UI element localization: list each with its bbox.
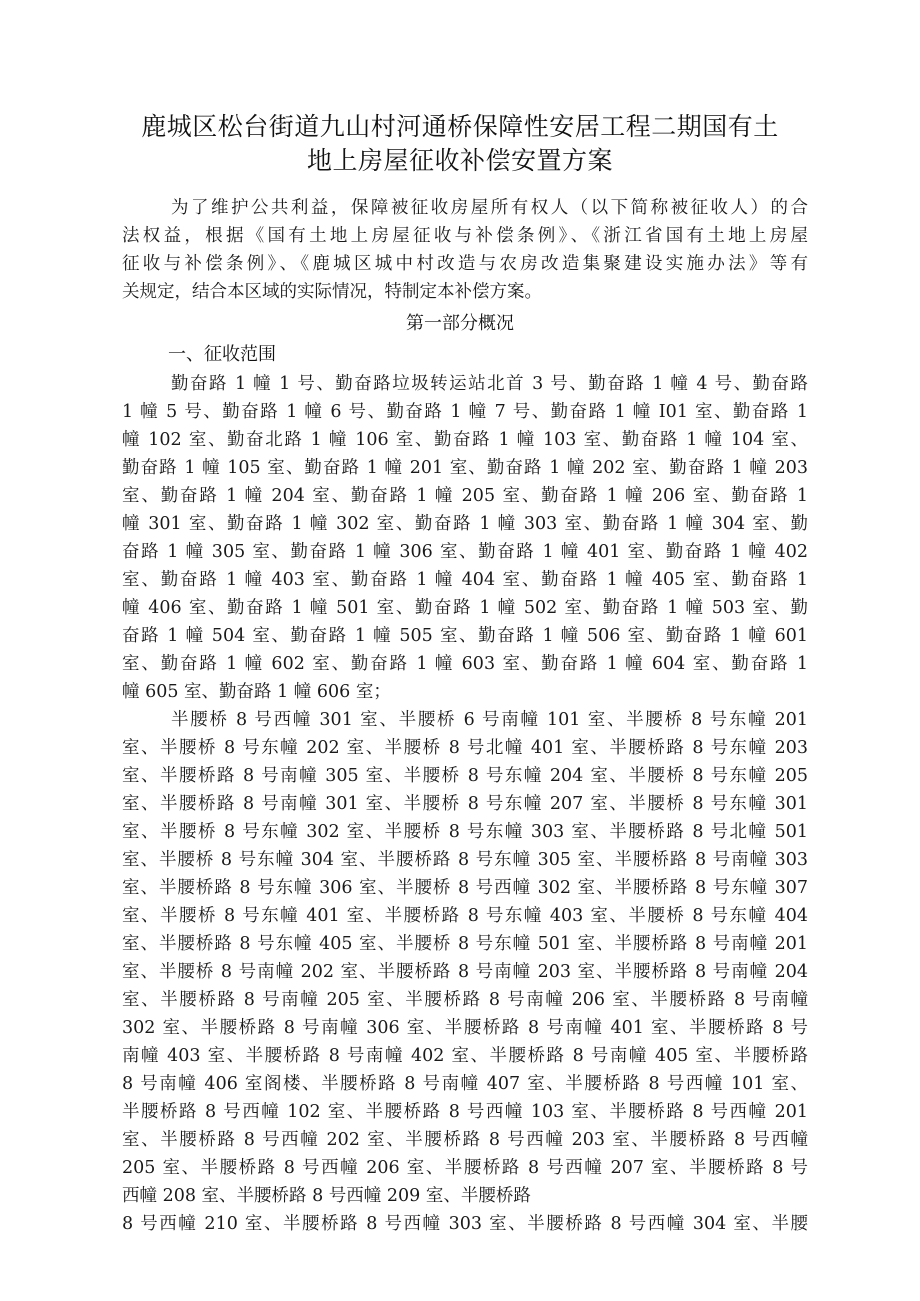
text-line: 半腰桥 8 号西幢 301 室、半腰桥 6 号南幢 101 室、半腰桥 8 号东幢 201 xyxy=(171,710,809,730)
text-line: 1 幢 5 号、勤奋路 1 幢 6 号、勤奋路 1 幢 7 号、勤奋路 1 幢 I01 室、勤奋路 1 xyxy=(122,402,808,422)
text-line: 室、勤奋路 1 幢 204 室、勤奋路 1 幢 205 室、勤奋路 1 幢 206 室、勤奋路 1 xyxy=(122,486,808,506)
text-line: 奋路 1 幢 305 室、勤奋路 1 幢 306 室、勤奋路 1 幢 401 室、勤奋路 1 幢 402 xyxy=(122,542,808,562)
text-line: 征收与补偿条例》、《鹿城区城中村改造与农房改造集聚建设实施办法》等有 xyxy=(122,254,808,274)
text-line: 室、半腰桥路 8 号东幢 405 室、半腰桥 8 号东幢 501 室、半腰桥路 8 号南幢 201 xyxy=(122,934,808,954)
text-line: 室、勤奋路 1 幢 602 室、勤奋路 1 幢 603 室、勤奋路 1 幢 604 室、勤奋路 1 xyxy=(122,654,808,674)
text-line: 室、半腰桥路 8 号东幢 306 室、半腰桥 8 号西幢 302 室、半腰桥路 8 号东幢 307 xyxy=(122,878,808,898)
text-line: 室、半腰桥路 8 号西幢 202 室、半腰桥路 8 号西幢 203 室、半腰桥路 8 号西幢 xyxy=(122,1130,808,1150)
document-title-line-1: 鹿城区松台街道九山村河通桥保障性安居工程二期国有土 xyxy=(141,112,779,141)
text-line: 室、半腰桥 8 号东幢 302 室、半腰桥 8 号东幢 303 室、半腰桥路 8 号北幢 501 xyxy=(122,822,808,842)
text-line: 8 号南幢 406 室阁楼、半腰桥路 8 号南幢 407 室、半腰桥路 8 号西幢 101 室、 xyxy=(122,1074,808,1094)
text-line: 室、半腰桥 8 号东幢 304 室、半腰桥路 8 号东幢 305 室、半腰桥路 8 号南幢 303 xyxy=(122,850,808,870)
section-heading: 一、征收范围 xyxy=(168,344,276,365)
text-line: 幢 102 室、勤奋北路 1 幢 106 室、勤奋路 1 幢 103 室、勤奋路 1 幢 104 室、 xyxy=(122,430,808,450)
text-line: 室、半腰桥 8 号南幢 202 室、半腰桥路 8 号南幢 203 室、半腰桥路 8 号南幢 204 xyxy=(122,962,808,982)
text-line: 室、半腰桥路 8 号南幢 305 室、半腰桥 8 号东幢 204 室、半腰桥 8 号东幢 205 xyxy=(122,766,808,786)
text-line: 幢 406 室、勤奋路 1 幢 501 室、勤奋路 1 幢 502 室、勤奋路 1 幢 503 室、勤 xyxy=(122,598,808,618)
text-line: 法权益，根据《国有土地上房屋征收与补偿条例》、《浙江省国有土地上房屋 xyxy=(122,226,808,246)
text-line: 幢 605 室、勤奋路 1 幢 606 室； xyxy=(122,682,391,702)
text-line: 室、半腰桥 8 号东幢 202 室、半腰桥 8 号北幢 401 室、半腰桥路 8 号东幢 203 xyxy=(122,738,808,758)
text-line: 半腰桥路 8 号西幢 102 室、半腰桥路 8 号西幢 103 室、半腰桥路 8 号西幢 201 xyxy=(122,1102,808,1122)
part-heading: 第一部分概况 xyxy=(406,313,514,334)
text-line: 205 室、半腰桥路 8 号西幢 206 室、半腰桥路 8 号西幢 207 室、半腰桥路 8 号 xyxy=(122,1158,808,1178)
document-title-line-2: 地上房屋征收补偿安置方案 xyxy=(306,146,613,175)
text-line: 勤奋路 1 幢 105 室、勤奋路 1 幢 201 室、勤奋路 1 幢 202 室、勤奋路 1 幢 203 xyxy=(122,458,808,478)
text-line: 8 号西幢 210 室、半腰桥路 8 号西幢 303 室、半腰桥路 8 号西幢 304 室、半腰 xyxy=(122,1214,808,1234)
text-line: 奋路 1 幢 504 室、勤奋路 1 幢 505 室、勤奋路 1 幢 506 室、勤奋路 1 幢 601 xyxy=(122,626,808,646)
text-line: 勤奋路 1 幢 1 号、勤奋路垃圾转运站北首 3 号、勤奋路 1 幢 4 号、勤奋路 xyxy=(171,374,808,394)
text-line: 302 室、半腰桥路 8 号南幢 306 室、半腰桥路 8 号南幢 401 室、半腰桥路 8 号 xyxy=(122,1018,808,1038)
text-line: 室、半腰桥路 8 号南幢 301 室、半腰桥 8 号东幢 207 室、半腰桥 8 号东幢 301 xyxy=(122,794,808,814)
text-line: 为了维护公共利益，保障被征收房屋所有权人（以下简称被征收人）的合 xyxy=(171,198,808,218)
text-line: 室、勤奋路 1 幢 403 室、勤奋路 1 幢 404 室、勤奋路 1 幢 405 室、勤奋路 1 xyxy=(122,570,808,590)
text-line: 关规定，结合本区域的实际情况，特制定本补偿方案。 xyxy=(122,282,542,302)
text-line: 室、半腰桥 8 号东幢 401 室、半腰桥路 8 号东幢 403 室、半腰桥 8 号东幢 404 xyxy=(122,906,808,926)
text-line: 西幢 208 室、半腰桥路 8 号西幢 209 室、半腰桥路 xyxy=(122,1186,531,1206)
text-line: 室、半腰桥路 8 号南幢 205 室、半腰桥路 8 号南幢 206 室、半腰桥路 8 号南幢 xyxy=(122,990,808,1010)
text-line: 幢 301 室、勤奋路 1 幢 302 室、勤奋路 1 幢 303 室、勤奋路 1 幢 304 室、勤 xyxy=(122,514,808,534)
text-line: 南幢 403 室、半腰桥路 8 号南幢 402 室、半腰桥路 8 号南幢 405 室、半腰桥路 xyxy=(122,1046,808,1066)
